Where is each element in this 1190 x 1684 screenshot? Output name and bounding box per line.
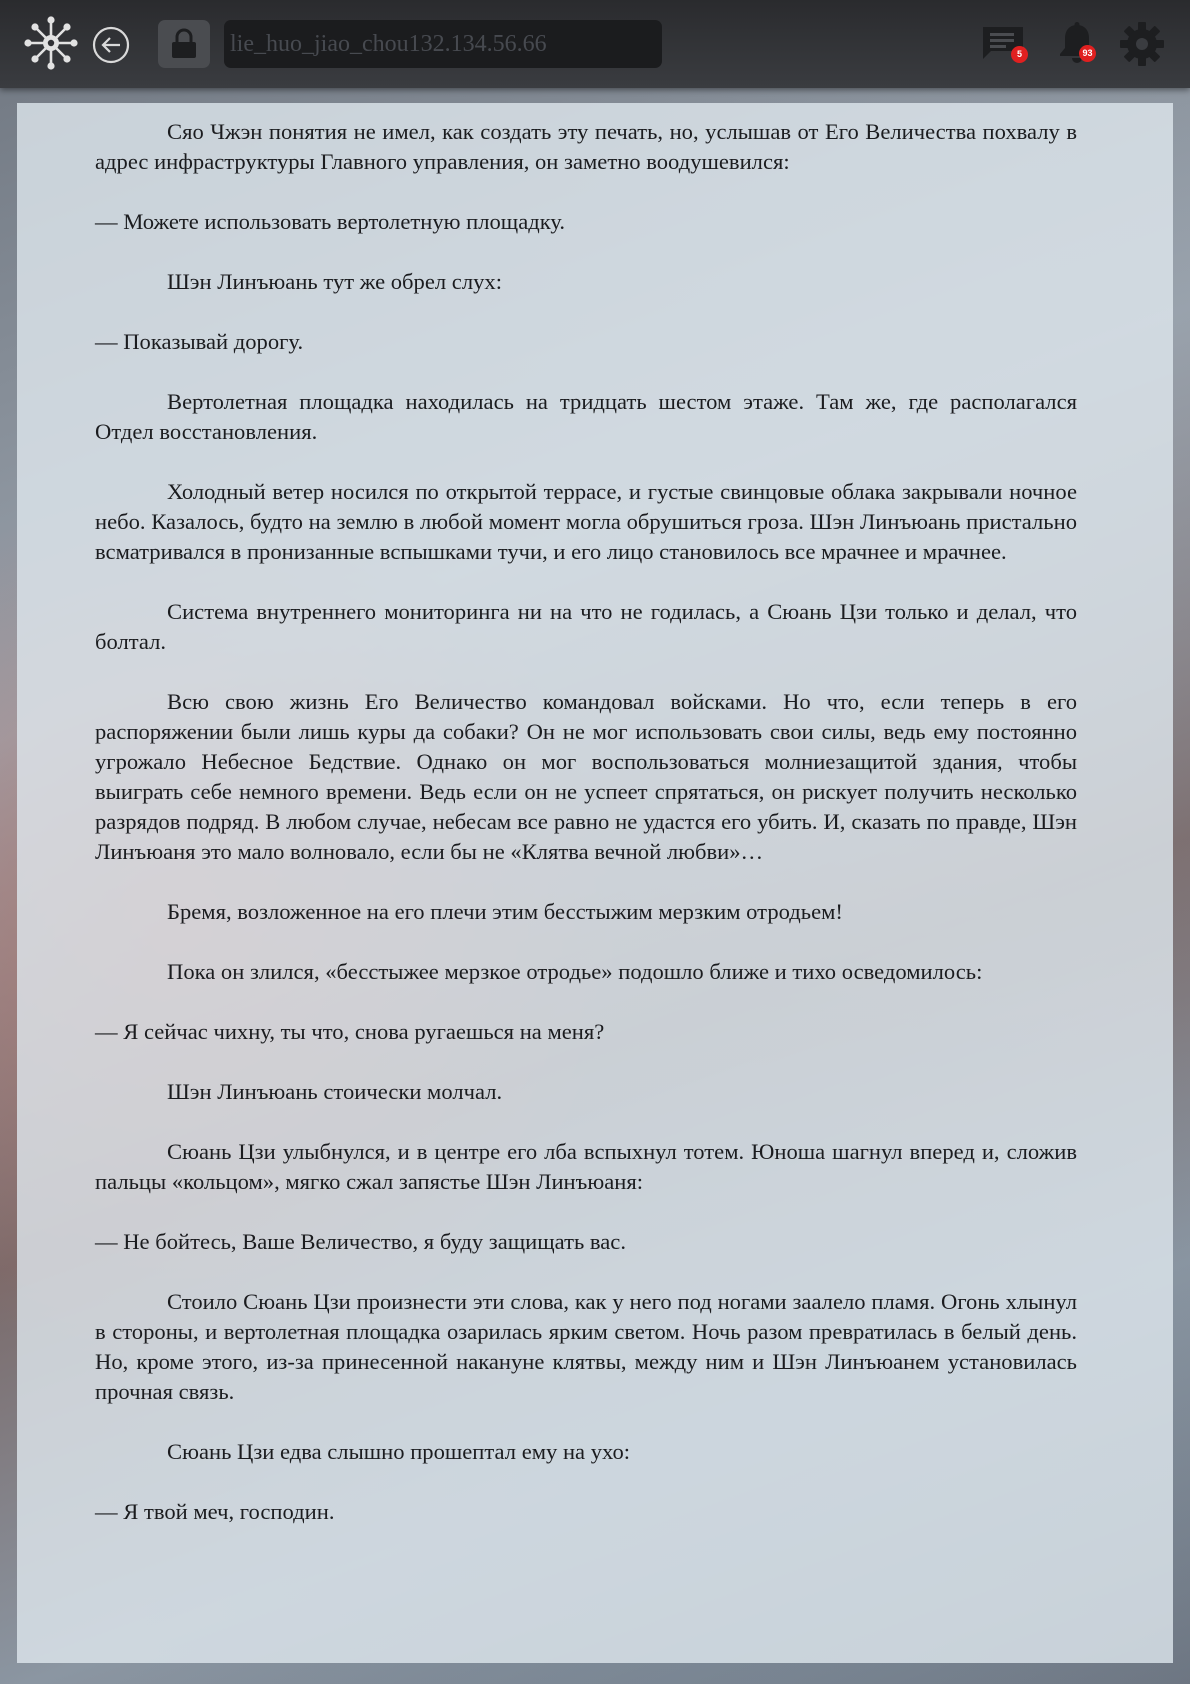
dialogue-line: — Показывай дорогу. [95,329,304,354]
back-arrow-icon [91,25,131,65]
top-toolbar [0,0,1190,88]
paragraph: Сюань Цзи едва слышно прошептал ему на ухо: [167,1439,631,1464]
paragraph: Вертолетная площадка находилась на тридцать шестом этаже. Там же, где располагался Отдел восстановления. [95,389,1077,444]
paragraph: Бремя, возложенное на его плечи этим бесстыжим мерзким отродьем! [167,899,843,924]
back-button[interactable] [90,24,132,66]
paragraph: Пока он злился, «бесстыжее мерзкое отродье» подошло ближе и тихо осведомилось: [167,959,983,984]
paragraph: Сяо Чжэн понятия не имел, как создать эту печать, но, услышав от Его Величества похвалу в адрес инфраструктуры Главного управления, он заметно воодушевился: [95,119,1077,174]
article-text [95,117,1077,1557]
lock-button[interactable] [158,20,210,68]
dialogue-line: — Можете использовать вертолетную площадку. [95,209,566,234]
paragraph: Стоило Сюань Цзи произнести эти слова, как у него под ногами заалело пламя. Огонь хлынул в стороны, и вертолетная площадка озарилась ярким светом. Ночь разом превратилась в белый день. Но, кроме этого, из-за принесенной накануне клятвы, между ним и Шэн Линъюанем установилась прочная связь. [95,1289,1077,1404]
paragraph: Сюань Цзи улыбнулся, и в центре его лба вспыхнул тотем. Юноша шагнул вперед и, сложив пальцы «кольцом», мягко сжал запястье Шэн Линъюаня: [95,1139,1077,1194]
paragraph: Всю свою жизнь Его Величество командовал войсками. Но что, если теперь в его распоряжении были лишь куры да собаки? Он не мог использовать свои силы, ведь ему постоянно угрожало Небесное Бедствие. Однако он мог воспользоваться молниезащитой здания, чтобы выиграть себе немного времени. Ведь если он не успеет спрятаться, он рискует получить несколько разрядов подряд. В любом случае, небесам все равно не удастся его убить. И, сказать по правде, Шэн Линъюаня это мало волновало, если бы не «Клятва вечной любви»… [95,689,1077,864]
dialogue-line: — Я твой меч, господин. [95,1499,335,1524]
dialogue-line: — Не бойтесь, Ваше Величество, я буду защищать вас. [95,1229,626,1254]
notifications-button[interactable] [1055,20,1099,66]
paragraph: Шэн Линъюань стоически молчал. [167,1079,503,1104]
messages-button[interactable] [978,22,1028,64]
gear-icon [1119,21,1165,67]
reading-page [17,103,1173,1663]
lock-icon [169,28,199,60]
address-field[interactable] [224,20,662,68]
paragraph: Шэн Линъюань тут же обрел слух: [167,269,502,294]
notifications-count-badge: 93 [1079,45,1096,62]
messages-count-badge: 5 [1011,46,1028,63]
network-hub-icon[interactable] [22,14,80,72]
settings-button[interactable] [1118,20,1166,68]
paragraph: Система внутреннего мониторинга ни на что не годилась, а Сюань Цзи только и делал, что болтал. [95,599,1077,654]
address-text: lie_huo_jiao_chou132.134.56.66 [230,30,547,57]
paragraph: Холодный ветер носился по открытой террасе, и густые свинцовые облака закрывали ночное небо. Казалось, будто на землю в любой момент могла обрушиться гроза. Шэн Линъюань пристально всматривался в пронизанные вспышками тучи, и его лицо становилось все мрачнее и мрачнее. [95,479,1077,564]
dialogue-line: — Я сейчас чихну, ты что, снова ругаешься на меня? [95,1019,605,1044]
